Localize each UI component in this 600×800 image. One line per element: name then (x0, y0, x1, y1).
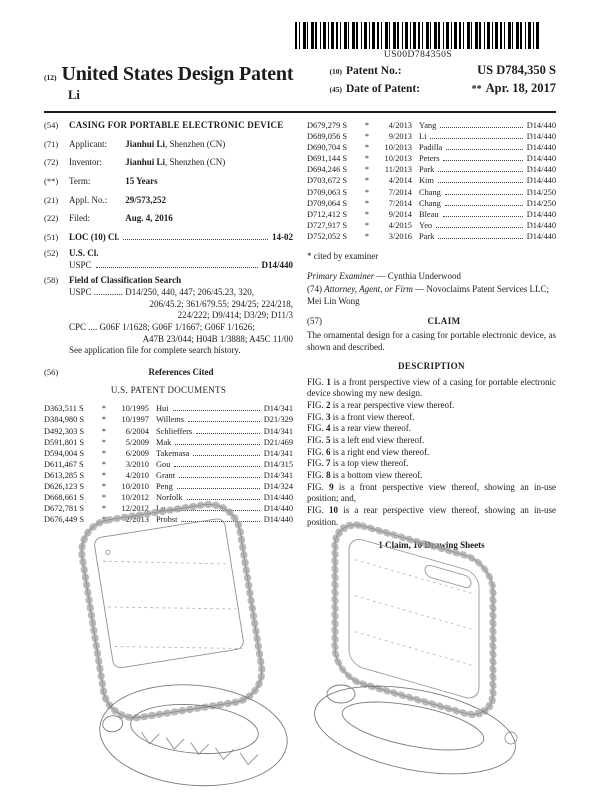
ref-date: 3/2010 (125, 459, 149, 469)
ref-star: * (364, 231, 370, 241)
field-number: (**) (44, 176, 59, 187)
reference-row (307, 175, 556, 186)
patent-no-label: Patent No.: (346, 65, 402, 77)
date-of-patent: ** Apr. 18, 2017 (471, 81, 556, 95)
uscl-label: U.S. Cl. (69, 247, 99, 258)
search-label: Field of Classification Search (69, 275, 182, 286)
reference-row (307, 187, 556, 198)
dot-leader (196, 433, 260, 434)
ref-inventor: Peters (419, 154, 440, 164)
ref-date: 10/2010 (121, 482, 149, 492)
inventor-surname: Li (68, 88, 80, 102)
reference-row (307, 153, 556, 164)
figure-text: is a front perspective view of a casing for portable electronic device showing my new design. (307, 376, 556, 399)
loc-label: LOC (10) Cl. (69, 232, 120, 243)
uspc-value: D14/440 (261, 259, 293, 270)
date-code: (45) (329, 85, 342, 94)
section-51-number: (51) (44, 232, 59, 243)
field-suffix: , Shenzhen (CN) (165, 157, 226, 168)
figure-text: is a front view thereof. (332, 411, 415, 422)
ref-inventor: Probst (156, 515, 178, 525)
figure-text: is a left end view thereof. (332, 434, 425, 445)
ref-classification: D14/440 (526, 143, 556, 153)
figure-description (307, 458, 556, 470)
ref-classification: D14/440 (526, 209, 556, 219)
em-dash: — (376, 270, 386, 281)
dot-leader (174, 466, 259, 467)
ref-classification: D14/250 (526, 187, 556, 197)
dot-leader (193, 455, 259, 456)
ref-star: * (364, 209, 370, 219)
reference-row (44, 426, 293, 437)
right-column (307, 120, 556, 552)
classification-line: USPC ............. D14/250, 440, 447; 206/45.23, 320, (69, 286, 255, 297)
ref-patent-number: D752,052 S (307, 231, 348, 241)
ref-star: * (101, 482, 107, 492)
attorney-label: Attorney, Agent, or Firm (324, 284, 413, 295)
section-56-references (44, 367, 293, 379)
reference-row (44, 403, 293, 414)
claim-heading: CLAIM (427, 315, 461, 326)
ref-patent-number: D709,063 S (307, 187, 348, 197)
dot-leader (440, 127, 522, 128)
ref-star: * (364, 176, 370, 186)
attorney-value: Novoclaims Patent Services LLC; Mei Lin Wong (307, 284, 550, 307)
ref-date: 3/2016 (388, 231, 412, 241)
invention-title: CASING FOR PORTABLE ELECTRONIC DEVICE (69, 120, 284, 130)
document-header (44, 63, 556, 103)
primary-examiner-name: Cynthia Underwood (387, 270, 461, 281)
ref-star: * (101, 448, 107, 458)
classification-line: A47B 23/044; H04B 1/3888; A45C 11/00 (142, 333, 293, 344)
primary-examiner-line (307, 271, 556, 283)
uspc-label: USPC (69, 259, 92, 270)
ref-patent-number: D363,511 S (44, 404, 84, 414)
ref-patent-number: D611,467 S (44, 459, 84, 469)
ref-classification: D14/341 (263, 404, 293, 414)
ref-date: 4/2010 (125, 470, 149, 480)
section-52-number: (52) (44, 247, 59, 258)
dot-leader (436, 227, 523, 228)
ref-star: * (364, 165, 370, 175)
primary-examiner-label: Primary Examiner (307, 270, 375, 281)
ref-inventor: Chang (419, 187, 441, 197)
drawing-sheet (0, 500, 600, 800)
figure-number: 7 (326, 458, 331, 469)
ref-star: * (364, 187, 370, 197)
reference-row (307, 198, 556, 209)
claim-text: The ornamental design for a casing for portable electronic device, as shown and described. (307, 330, 556, 353)
ref-patent-number: D384,980 S (44, 415, 85, 425)
figure-text: is a rear view thereof. (332, 423, 411, 434)
reference-row (307, 131, 556, 142)
ref-inventor: Willems (156, 415, 185, 425)
ref-patent-number: D679,279 S (307, 121, 348, 130)
ref-inventor: Bleau (419, 209, 439, 219)
ref-date: 10/1997 (121, 415, 149, 425)
description-heading: DESCRIPTION (398, 360, 465, 371)
ref-inventor: Chang (419, 198, 441, 208)
field-label: Applicant: (69, 138, 107, 149)
classification-line: 206/45.2; 361/679.55; 294/25; 224/218, (149, 298, 293, 309)
ref-inventor: Schlieffers (156, 426, 193, 436)
ref-date: 11/2013 (384, 165, 412, 175)
ref-star: * (364, 132, 370, 142)
figure-number: 10 (328, 505, 338, 516)
figure-number: 3 (326, 411, 331, 422)
field-number: (22) (44, 213, 59, 224)
ref-star: * (364, 198, 370, 208)
field-value: Jianhui Li (125, 138, 166, 149)
us-patent-documents-heading: U.S. PATENT DOCUMENTS (110, 384, 227, 395)
section-57-number: (57) (307, 315, 322, 326)
figure-prefix: FIG. (307, 470, 324, 481)
ref-classification: D14/341 (263, 470, 293, 480)
ref-date: 7/2014 (388, 187, 412, 197)
ref-inventor: Takemasa (156, 448, 190, 458)
figure-prefix: FIG. (307, 399, 324, 410)
cited-by-examiner-note: * cited by examiner (307, 251, 379, 262)
dot-leader (123, 239, 268, 240)
section-54-number: (54) (44, 120, 59, 130)
ref-star: * (101, 459, 107, 469)
ref-star: * (101, 504, 107, 514)
rear-perspective-drawing (295, 500, 550, 790)
ref-patent-number: D691,144 S (307, 154, 348, 164)
figure-description (307, 470, 556, 482)
figure-prefix: FIG. (307, 411, 324, 422)
search-note: See application file for complete search history. (69, 345, 241, 356)
bibliographic-field (44, 213, 293, 225)
date-of-patent-label: Date of Patent: (346, 83, 421, 95)
ref-patent-number: D668,661 S (44, 493, 85, 503)
dot-leader (445, 205, 523, 206)
bibliographic-field (44, 139, 293, 151)
ref-inventor: Park (419, 231, 435, 241)
ref-inventor: Norfolk (156, 493, 183, 503)
ref-classification: D14/440 (526, 176, 556, 186)
ref-classification: D14/440 (526, 154, 556, 164)
figure-text: is a rear perspective view thereof, showing an in-use position. (307, 505, 557, 527)
ref-classification: D14/440 (263, 493, 293, 503)
figure-description (307, 423, 556, 435)
ref-patent-number: D672,781 S (44, 504, 85, 514)
ref-date: 10/2012 (121, 493, 149, 503)
section-58-number: (58) (44, 275, 59, 286)
section-52-uscl (44, 248, 293, 271)
ref-star: * (101, 470, 107, 480)
attorney-line (307, 284, 556, 307)
ref-classification: D14/440 (526, 231, 556, 241)
reference-row (44, 481, 293, 492)
references-heading: References Cited (148, 367, 214, 377)
section-74-number: (74) (307, 284, 322, 295)
ref-date: 10/1995 (121, 404, 149, 414)
ref-patent-number: D712,412 S (307, 209, 348, 219)
document-title: United States Design Patent (61, 63, 294, 85)
field-number: (21) (44, 194, 59, 205)
body-columns (44, 120, 556, 552)
field-value: 15 Years (125, 176, 158, 187)
figure-number: 2 (326, 399, 331, 410)
ref-classification: D21/469 (263, 437, 293, 447)
ref-classification: D14/341 (263, 448, 293, 458)
ref-classification: D14/324 (263, 482, 293, 492)
ref-patent-number: D594,004 S (44, 448, 85, 458)
dot-leader (177, 488, 260, 489)
reference-row (44, 459, 293, 470)
ref-patent-number: D591,801 S (44, 437, 85, 447)
ref-patent-number: D703,672 S (307, 176, 348, 186)
figure-description (307, 400, 556, 412)
dot-leader (443, 160, 522, 161)
ref-star: * (101, 415, 107, 425)
section-56-number: (56) (44, 367, 59, 377)
ref-inventor: Kim (419, 176, 434, 186)
barcode-number: US00D784350S (383, 50, 453, 60)
ref-date: 9/2013 (388, 132, 412, 142)
ref-inventor: Peng (156, 482, 173, 492)
reference-row (307, 120, 556, 131)
dot-leader (445, 194, 523, 195)
header-rule (44, 111, 556, 113)
em-dash: — (415, 284, 425, 295)
figure-prefix: FIG. (307, 481, 324, 492)
ref-classification: D14/440 (263, 515, 293, 525)
field-label: Term: (69, 176, 91, 187)
ref-classification: D14/341 (263, 426, 293, 436)
figure-number: 5 (326, 434, 331, 445)
dot-leader (446, 149, 522, 150)
classification-line: 224/222; D9/414; D3/29; D11/3 (177, 310, 293, 321)
dot-leader (173, 410, 260, 411)
figure-text: is a right end view thereof. (332, 446, 430, 457)
ref-star: * (101, 437, 107, 447)
ref-classification: D14/315 (263, 459, 293, 469)
figure-text: is a front perspective view thereof, showing an in-use position; and, (307, 481, 557, 504)
dot-leader (443, 216, 523, 217)
figure-prefix: FIG. (307, 458, 324, 469)
ref-date: 5/2009 (125, 437, 149, 447)
field-value: Aug. 4, 2016 (125, 213, 173, 224)
ref-patent-number: D613,285 S (44, 470, 85, 480)
figure-prefix: FIG. (307, 505, 324, 516)
ref-inventor: Lu (156, 504, 166, 514)
ref-date: 4/2013 (388, 121, 412, 130)
figure-number: 8 (326, 470, 331, 481)
reference-row (307, 209, 556, 220)
claim-heading-row (307, 316, 556, 328)
patent-no-code: (10) (329, 67, 342, 76)
reference-row (44, 414, 293, 425)
ref-date: 4/2015 (388, 220, 412, 230)
reference-row (44, 470, 293, 481)
reference-row (44, 448, 293, 459)
ref-date: 6/2009 (125, 448, 149, 458)
ref-classification: D21/329 (263, 415, 293, 425)
reference-row (307, 220, 556, 231)
ref-patent-number: D676,449 S (44, 515, 85, 525)
figure-number: 9 (329, 481, 334, 492)
front-perspective-drawing (62, 500, 307, 800)
ref-date: 12/2012 (121, 504, 149, 514)
bibliographic-fields (44, 139, 293, 225)
ref-inventor: Grant (156, 470, 176, 480)
ref-inventor: Park (419, 165, 435, 175)
dot-leader (96, 267, 258, 268)
dot-leader (179, 477, 260, 478)
ref-classification: D14/440 (526, 165, 556, 175)
references-table-right (307, 120, 556, 242)
barcode-bars-image (295, 22, 541, 49)
dot-leader (430, 138, 522, 139)
dot-leader (188, 421, 260, 422)
ref-date: 7/2014 (388, 198, 412, 208)
field-value: Jianhui Li (125, 157, 166, 168)
field-suffix: , Shenzhen (CN) (165, 138, 226, 149)
ref-star: * (364, 220, 370, 230)
figure-description (307, 377, 556, 400)
field-label: Filed: (69, 213, 91, 224)
ref-classification: D14/250 (526, 198, 556, 208)
ref-star: * (101, 493, 107, 503)
ref-patent-number: D694,246 S (307, 165, 348, 175)
figure-prefix: FIG. (307, 446, 324, 457)
reference-row (307, 142, 556, 153)
figure-prefix: FIG. (307, 423, 324, 434)
ref-classification: D14/440 (526, 132, 556, 142)
figure-description (307, 412, 556, 424)
figure-description (307, 447, 556, 459)
figure-prefix: FIG. (307, 434, 324, 445)
left-column (44, 120, 293, 552)
ref-date: 4/2014 (388, 176, 412, 186)
figure-number: 4 (326, 423, 331, 434)
figure-prefix: FIG. (307, 376, 324, 387)
ref-inventor: Yeo (419, 220, 433, 230)
ref-patent-number: D492,303 S (44, 426, 85, 436)
ref-patent-number: D626,123 S (44, 482, 85, 492)
reference-row (307, 231, 556, 242)
ref-date: 10/2013 (384, 143, 412, 153)
loc-value: 14-02 (272, 232, 293, 243)
ref-star: * (364, 121, 370, 130)
ref-classification: D14/440 (526, 220, 556, 230)
patent-number: US D784,350 S (477, 63, 556, 77)
ref-inventor: Yang (419, 121, 437, 130)
term-stars: ** (471, 84, 482, 95)
ref-date: 6/2004 (125, 426, 149, 436)
ref-classification: D14/440 (263, 504, 293, 514)
ref-patent-number: D709,064 S (307, 198, 348, 208)
ref-classification: D14/440 (526, 121, 556, 130)
ref-patent-number: D689,056 S (307, 132, 348, 142)
figure-number: 6 (326, 446, 331, 457)
field-number: (71) (44, 138, 59, 149)
section-58-search (44, 275, 293, 357)
figure-text: is a rear perspective view thereof. (332, 399, 455, 410)
section-51-loc (44, 232, 293, 244)
field-label: Inventor: (69, 157, 102, 168)
ref-inventor: Mak (156, 437, 172, 447)
ref-date: 2/2013 (125, 515, 149, 525)
section-54-title (44, 120, 293, 132)
dot-leader (438, 182, 523, 183)
dot-leader (438, 171, 522, 172)
claims-sheets-note: 1 Claim, 10 Drawing Sheets (378, 540, 485, 551)
dot-leader (438, 238, 522, 239)
ref-star: * (101, 426, 107, 436)
field-label: Appl. No.: (69, 194, 108, 205)
ref-inventor: Hui (156, 404, 169, 414)
bibliographic-field (44, 157, 293, 169)
kind-code: (12) (44, 73, 57, 82)
barcode (295, 22, 541, 60)
bibliographic-field (44, 195, 293, 207)
classification-line: CPC .... G06F 1/1628; G06F 1/1667; G06F 1/1626; (69, 321, 255, 332)
ref-patent-number: D727,917 S (307, 220, 348, 230)
cpc-search-lines (69, 322, 293, 345)
ref-star: * (101, 404, 107, 414)
ref-patent-number: D690,704 S (307, 143, 348, 153)
dot-leader (175, 444, 259, 445)
uspc-search-lines (69, 287, 293, 322)
reference-row (44, 437, 293, 448)
figure-text: is a top view thereof. (332, 458, 409, 469)
bibliographic-field (44, 176, 293, 188)
field-number: (72) (44, 157, 59, 168)
ref-date: 10/2013 (384, 154, 412, 164)
ref-star: * (101, 515, 107, 525)
ref-date: 9/2014 (388, 209, 412, 219)
ref-inventor: Gou (156, 459, 171, 469)
reference-row (307, 164, 556, 175)
ref-star: * (364, 154, 370, 164)
ref-inventor: Padilla (419, 143, 443, 153)
figure-text: is a bottom view thereof. (332, 470, 423, 481)
field-value: 29/573,252 (125, 194, 167, 205)
ref-star: * (364, 143, 370, 153)
ref-inventor: Li (419, 132, 427, 142)
figure-number: 1 (326, 376, 331, 387)
figure-description (307, 435, 556, 447)
